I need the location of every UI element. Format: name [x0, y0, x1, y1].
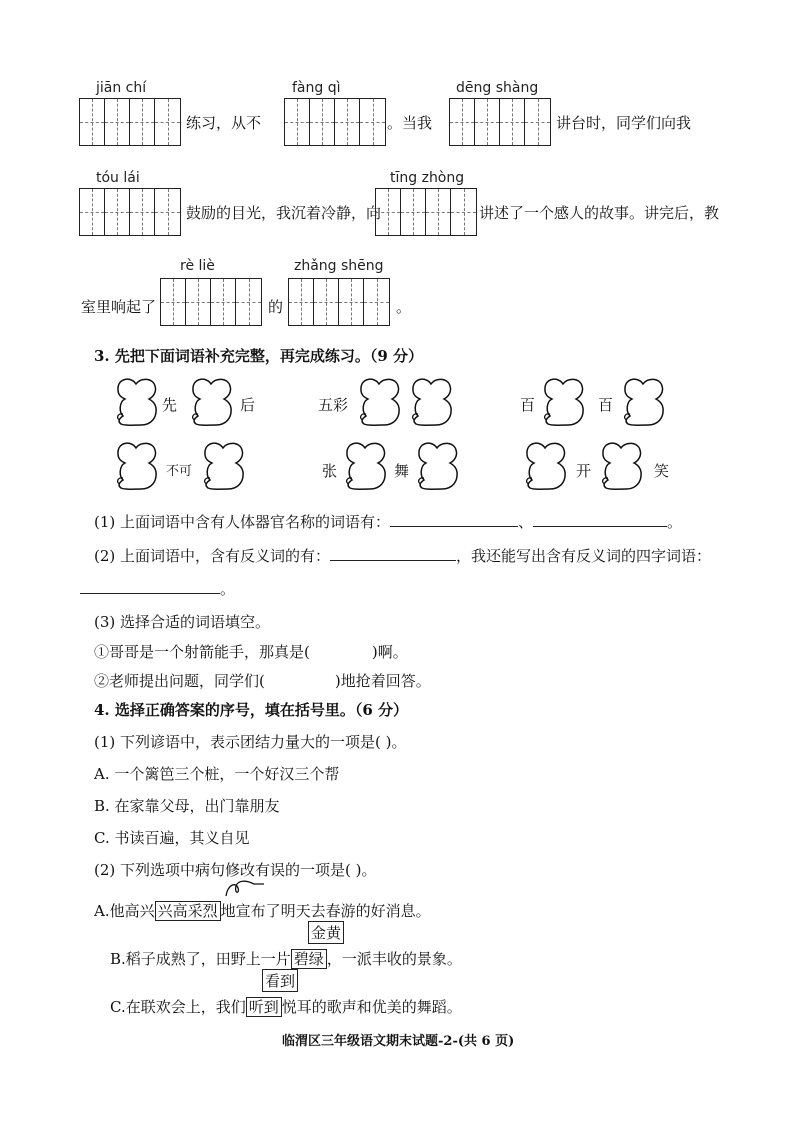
- pinyin-dengshang: dēng shàng: [456, 80, 539, 96]
- text-jiangshu: 讲述了一个感人的故事。讲完后，教: [479, 204, 720, 222]
- q4-option-c: C. 书读百遍，其义自见: [94, 829, 250, 847]
- q3-sub3a: [94, 641, 408, 662]
- q3-sub3: (3) 选择合适的词语填空。: [94, 613, 271, 631]
- text-lianxi: 练习，从不: [186, 114, 262, 132]
- q4-opt2-b: [110, 948, 462, 969]
- text-jiangtai: 讲台时，同学们向我: [556, 114, 692, 132]
- answer-blank-organ-1[interactable]: [390, 512, 518, 527]
- word-wucai: 五彩: [318, 396, 349, 414]
- q4-opt2-b-post: ，一派丰收的景象。: [326, 950, 462, 968]
- q3-sub2-text: (2) 上面词语中，含有反义词的有：: [94, 547, 331, 565]
- blank-mouse-4b[interactable]: [200, 442, 246, 492]
- q4-opt2-b-box: 碧绿: [291, 949, 327, 969]
- pinyin-fangqi: fàng qì: [292, 80, 341, 96]
- q4-opt2-a-post: 地宣布了明天去春游的好消息。: [220, 902, 431, 920]
- q4-opt2-c-box: 听到: [246, 997, 282, 1017]
- char-grid-5[interactable]: [375, 188, 477, 236]
- q4-title: 4. 选择正确答案的序号，填在括号里。（6 分）: [94, 701, 409, 719]
- q4-sub2: (2) 下列选项中病句修改有误的一项是( )。: [94, 861, 377, 879]
- word-hou: 后: [240, 396, 256, 414]
- q4-opt2-c: [110, 996, 462, 1017]
- answer-blank-antonym[interactable]: [330, 546, 456, 561]
- char-grid-3[interactable]: [449, 98, 551, 146]
- blank-mouse-1b[interactable]: [188, 378, 234, 428]
- delete-mark-icon: [222, 880, 266, 898]
- q4-option-b: B. 在家靠父母，出门靠朋友: [94, 797, 280, 815]
- word-bai-2: 百: [598, 396, 614, 414]
- q4-opt2-a-box: 兴高采烈: [155, 901, 221, 921]
- text-de: 的: [268, 298, 284, 316]
- word-xiao: 笑: [654, 462, 670, 480]
- char-grid-2[interactable]: [284, 98, 386, 146]
- text-guli: 鼓励的目光，我沉着冷静，向: [186, 204, 382, 222]
- q4-opt2-c-pre: C.在联欢会上，我们: [110, 998, 246, 1016]
- q3-sub1-end: 。: [667, 513, 683, 531]
- q3-sub1-text: (1) 上面词语中含有人体器官名称的词语有：: [94, 513, 391, 531]
- blank-mouse-3b[interactable]: [620, 378, 666, 428]
- char-grid-1[interactable]: [79, 98, 181, 146]
- q3-sub3b-post: )地抢着回答。: [334, 672, 431, 690]
- blank-mouse-2b[interactable]: [408, 378, 454, 428]
- pinyin-relie: rè liè: [180, 258, 215, 274]
- q4-option-a: A. 一个篱笆三个桩，一个好汉三个帮: [94, 765, 340, 783]
- q3-title: 3. 先把下面词语补充完整，再完成练习。（9 分）: [94, 347, 424, 365]
- word-buke: 不可: [166, 464, 193, 479]
- text-shili: 室里响起了: [81, 298, 157, 316]
- word-wu: 舞: [394, 462, 410, 480]
- page-footer: 临渭区三年级语文期末试题-2-(共 6 页): [282, 1034, 515, 1049]
- pinyin-zhangsheng: zhǎng shēng: [294, 258, 384, 274]
- blank-mouse-5a[interactable]: [342, 442, 388, 492]
- q4-opt2-c-fix: 看到: [262, 969, 298, 992]
- q4-opt2-c-post: 悦耳的歌声和优美的舞蹈。: [281, 998, 462, 1016]
- q4-opt2-b-fix: 金黄: [308, 921, 344, 944]
- q3-sub3b-pre: ②老师提出问题，同学们(: [94, 672, 265, 690]
- blank-mouse-6a[interactable]: [522, 442, 568, 492]
- answer-blank-organ-2[interactable]: [533, 512, 667, 527]
- blank-mouse-1a[interactable]: [113, 378, 159, 428]
- char-grid-4[interactable]: [79, 188, 181, 236]
- q3-sub2: [94, 545, 711, 566]
- blank-mouse-2a[interactable]: [356, 378, 402, 428]
- blank-mouse-4a[interactable]: [113, 442, 159, 492]
- blank-mouse-3a[interactable]: [540, 378, 586, 428]
- blank-mouse-5b[interactable]: [414, 442, 460, 492]
- q3-sub1: [94, 511, 682, 532]
- q3-sub3b: [94, 670, 431, 691]
- word-zhang: 张: [322, 462, 338, 480]
- word-bai-1: 百: [520, 396, 536, 414]
- q3-sub2-mid: ，我还能写出含有反义词的四字词语：: [456, 547, 712, 565]
- q3-sub3a-pre: ①哥哥是一个射箭能手，那真是(: [94, 643, 310, 661]
- char-grid-7[interactable]: [288, 278, 390, 326]
- char-grid-6[interactable]: [160, 278, 262, 326]
- q3-sub2-line2: [80, 578, 235, 599]
- pinyin-tingzhong: tīng zhòng: [390, 170, 465, 186]
- q3-sub3a-post: )啊。: [371, 643, 408, 661]
- pinyin-toulai: tóu lái: [96, 170, 140, 186]
- blank-mouse-6b[interactable]: [598, 442, 644, 492]
- word-xian: 先: [162, 396, 178, 414]
- pinyin-jianchi: jiān chí: [96, 80, 147, 96]
- text-dangwo: 。当我: [387, 114, 433, 132]
- q4-opt2-a-pre: A.他高兴: [94, 902, 155, 920]
- q3-sub1-sep: 、: [518, 513, 534, 531]
- answer-blank-idiom[interactable]: [80, 579, 220, 594]
- text-period: 。: [396, 298, 412, 316]
- q4-opt2-b-pre: B.稻子成熟了，田野上一片: [110, 950, 291, 968]
- q3-sub2-end: 。: [220, 580, 236, 598]
- q4-sub1: (1) 下列谚语中，表示团结力量大的一项是( )。: [94, 733, 407, 751]
- word-kai: 开: [576, 462, 592, 480]
- q4-opt2-a: [94, 900, 431, 921]
